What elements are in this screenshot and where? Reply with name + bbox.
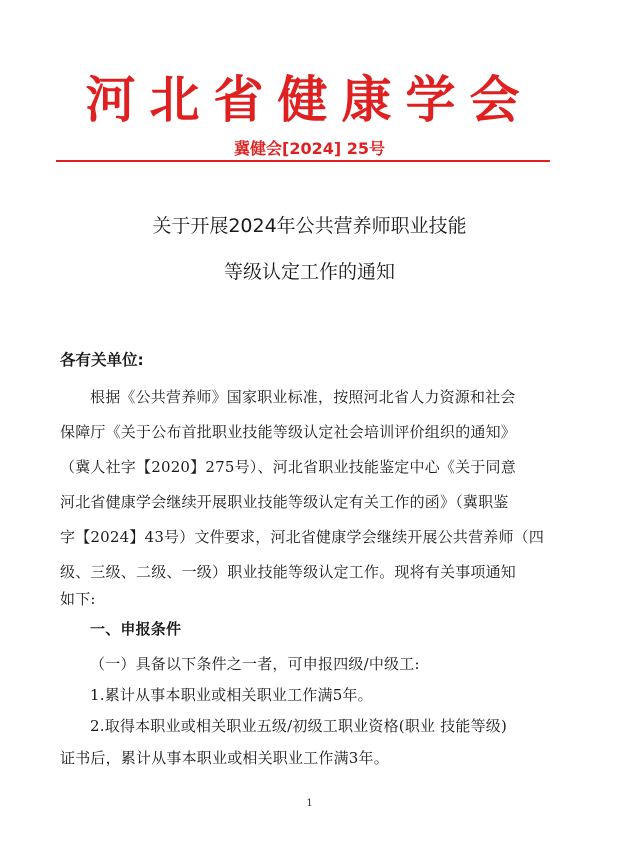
body-line: 字【2024】43号）文件要求，河北省健康学会继续开展公共营养师（四 [60, 528, 545, 546]
body-line: 如下: [60, 590, 96, 608]
body-line: 根据《公共营养师》国家职业标准，按照河北省人力资源和社会 [90, 388, 516, 406]
body-line: 保障厅《关于公布首批职业技能等级认定社会培训评价组织的通知》 [60, 423, 517, 441]
body-line: 级、三级、二级、一级）职业技能等级认定工作。现将有关事项通知 [60, 563, 517, 581]
red-divider-line [56, 160, 550, 162]
list-item: 2.取得本职业或相关职业五级/初级工职业资格(职业 技能等级) [90, 717, 508, 735]
body-line: （冀人社字【2020】275号）、河北省职业技能鉴定中心《关于同意 [60, 458, 516, 476]
subsection-heading: （一）具备以下条件之一者，可申报四级/中级工: [90, 655, 420, 673]
body-line: 河北省健康学会继续开展职业技能等级认定有关工作的函》（冀职鉴 [60, 493, 509, 511]
document-number: 冀健会[2024] 25号 [234, 139, 385, 158]
notice-title-line-2: 等级认定工作的通知 [223, 261, 395, 283]
list-item-continuation: 证书后，累计从事本职业或相关职业工作满3年。 [60, 749, 389, 767]
organization-title: 河北省健康学会 [85, 71, 534, 129]
notice-title-line-1: 关于开展2024年公共营养师职业技能 [152, 215, 467, 237]
list-item: 1.累计从事本职业或相关职业工作满5年。 [90, 686, 373, 704]
section-heading: 一、申报条件 [90, 620, 182, 638]
page-number: 1 [306, 798, 313, 809]
salutation: 各有关单位: [60, 351, 144, 369]
